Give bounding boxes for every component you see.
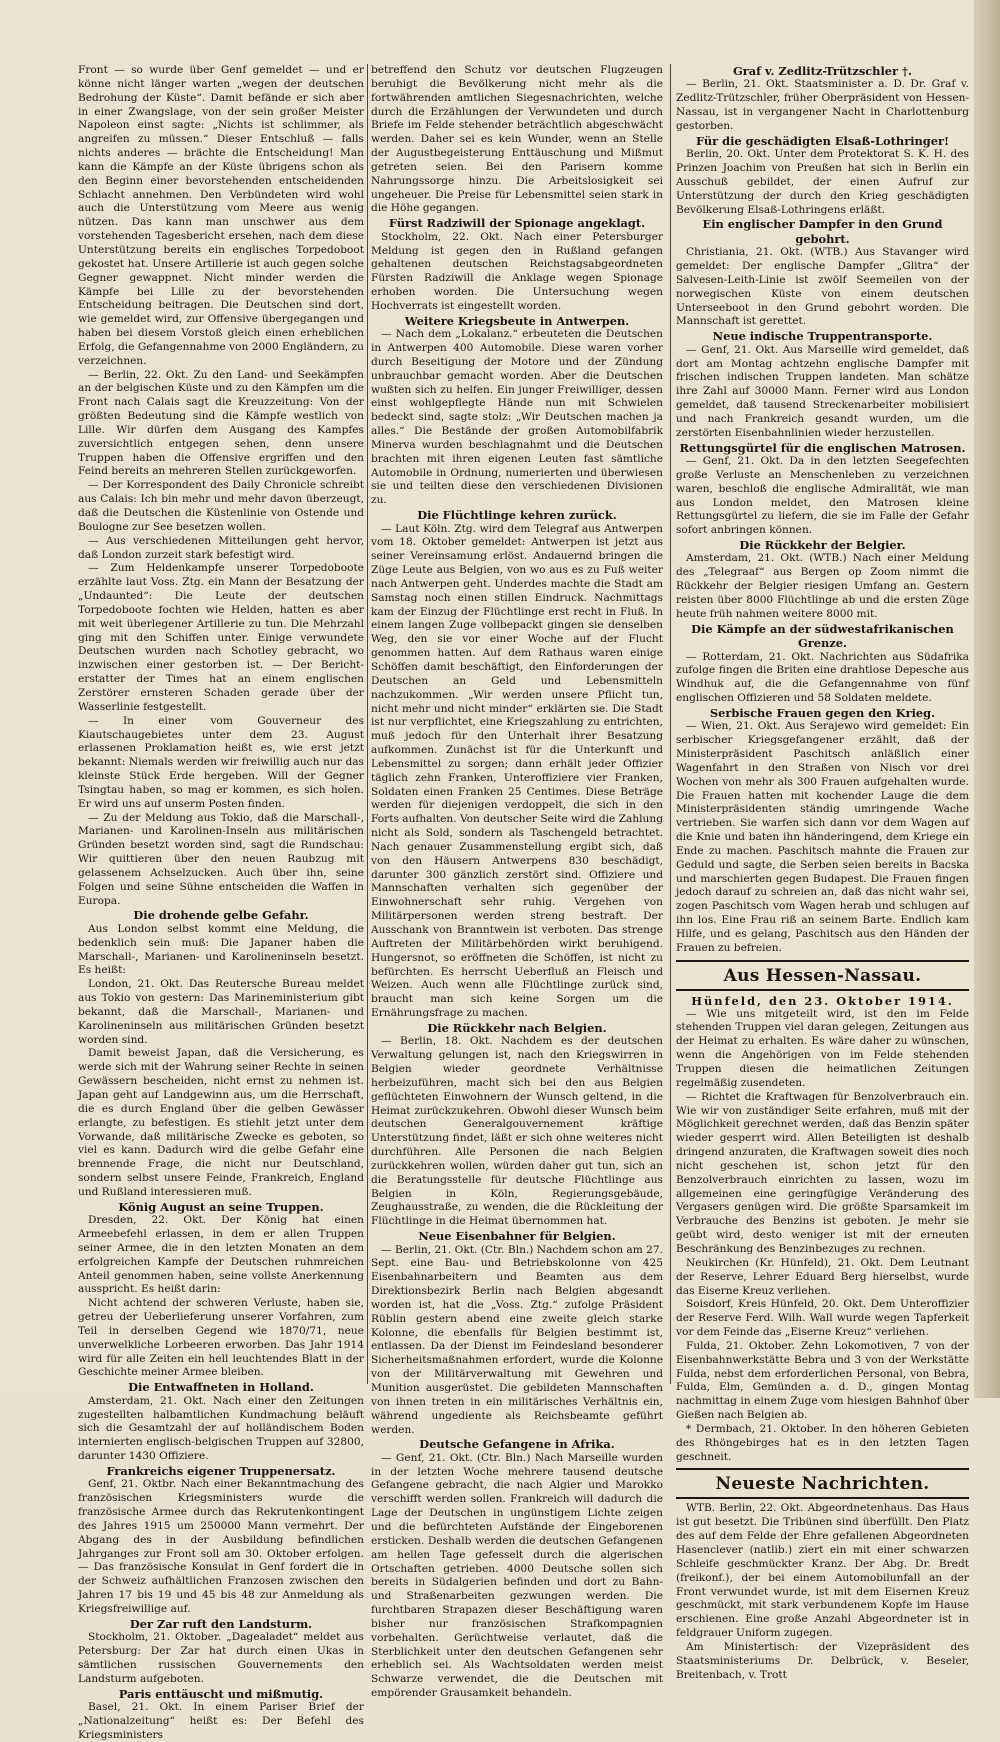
article-paragraph: — Zum Heldenkampfe unserer Torpedoboote erzählte laut Voss. Ztg. ein Mann der Besatzung der „Undaunted“: Die Leute der deutschen Torpedoboote fochten wie Helden, hatten es aber mit weit überlegener Artillerie zu tun. Die Mehrzahl ging mit den Schiffen unter. Einige verwundete Deutschen wurden nach Schotley gebracht, wo inzwischen einer gestorben ist. — Der Bericht-erstatter der Times hat an einem englischen Zerstörer ernsteren Schaden gerade über der Wasserlinie festgestellt. <box>78 562 364 713</box>
headline-gelbe-gefahr: Die drohende gelbe Gefahr. <box>133 908 309 923</box>
article-paragraph: — Wien, 21. Okt. Aus Serajewo wird gemeldet: Ein serbischer Kriegsgefangener erzählt, daß der Ministerpräsident Paschitsch anläßlich einer Wagenfahrt in den Straßen von Nisch vor drei Wochen von mehr als 300 Frauen aufgehalten wurde. Die Frauen hatten mit kochender Lauge die dem Ministerpräsidenten ständig umringende Wache vertrieben. Sie warfen sich dann vor dem Wagen auf die Knie und baten ihn händeringend, dem Kriege ein Ende zu machen. Paschitsch mahnte die Frauen zur Geduld und sagte, die Serben seien bereits in Bacska und marschierten gegen Budapest. Die Frauen fingen jedoch darauf zu schreien an, daß das nicht wahr sei, zogen Paschitsch vom Wagen herab und schlugen auf ihn los. Eine Frau riß an seinem Barte. Endlich kam Hilfe, und es gelang, Paschitsch aus den Händen der Frauen zu befreien. <box>676 720 969 954</box>
article-paragraph: Front — so wurde über Genf gemeldet — und er könne nicht länger warten „wegen der deutschen Bedrohung der Küste“. Damit befände er sich aber in einer Zwangslage, von der sein großer Meister Napoleon einst sagte: „Nichts ist schlimmer, als angreifen zu müssen.“ Dieser Entschluß — falls nichts anderes — brächte die Entscheidung! Man kann die Kämpfe an der Küste übrigens schon als den Beginn einer bevorstehenden entscheidenden Schlacht annehmen. Den Verbündeten wird wohl auch die Unterstützung vom Meere aus wenig nützen. Das kann man unschwer aus dem vorstehenden Tagesbericht ersehen, nach dem diese Unterstützung bereits ein englisches Torpedoboot gekostet hat. Unsere Artillerie ist auch gegen solche Gegner gewappnet. Nicht minder werden die Kämpfe bei Lille zu der bevorstehenden Entscheidung beitragen. Die Deutschen sind dort, wie gemeldet wird, zur Offensive übergegangen und haben bei diesem Vorstoß gleich einen erheblichen Erfolg, die Gefangennahme von 2000 Engländern, zu verzeichnen. <box>78 64 364 367</box>
article-paragraph: betreffend den Schutz vor deutschen Flugzeugen beruhigt die Bevölkerung nicht mehr als die fortwährenden amtlichen Siegesnachrichten, welche durch die Erzählungen der Verwundeten und durch Briefe im Felde stehender beträchtlich abgeschwächt werden. Daher sei es kein Wunder, wenn an Stelle der Augustbegeisterung Enttäuschung und Mißmut getreten seien. Bei den Parisern komme Nahrungssorge hinzu. Die Arbeitslosigkeit sei ungeheuer. Die Preise für Lebensmittel seien stark in die Höhe gegangen. <box>371 64 663 215</box>
headline-truppenersatz: Frankreichs eigener Truppenersatz. <box>106 1463 336 1478</box>
headline-fluechtlinge: Die Flüchtlinge kehren zurück. <box>417 508 617 523</box>
article-paragraph: Basel, 21. Okt. In einem Pariser Brief der „Nationalzeitung“ heißt es: Der Befehl des Kriegsministers <box>78 1700 364 1741</box>
article-paragraph: Am Ministertisch: der Vizepräsident des Staatsministeriums Dr. Delbrück, v. Beseler, Breitenbach, v. Trott <box>676 1640 969 1681</box>
headline-gefangene-afrika: Deutsche Gefangene in Afrika. <box>419 1437 615 1452</box>
section-title: Aus Hessen-Nassau. <box>723 965 922 986</box>
column-2 <box>371 64 663 1700</box>
article-paragraph: Neukirchen (Kr. Hünfeld), 21. Okt. Dem Leutnant der Reserve, Lehrer Eduard Berg hierselbst, wurde das Eiserne Kreuz verliehen. <box>676 1256 969 1297</box>
article-paragraph: Christiania, 21. Okt. (WTB.) Aus Stavanger wird gemeldet: Der englische Dampfer „Glitra“ der Salvesen-Leith-Linie ist zwölf Seemeilen von der norwegischen Küste von einem deutschen Unterseeboot in den Grund gebohrt worden. Die Mannschaft ist gerettet. <box>676 246 969 328</box>
headline-holland: Die Entwaffneten in Holland. <box>128 1380 314 1395</box>
article-paragraph: — In einer vom Gouverneur des Kiautschaugebietes unter dem 23. August erlassenen Proklamation heißt es, wie erst jetzt bekannt: Niemals werden wir freiwillig auch nur das kleinste Stück Erde hergeben. Will der Gegner Tsingtau haben, so mag er kommen, es sich holen. Er wird uns auf unserm Posten finden. <box>78 714 364 810</box>
headline-rueckkehr-belgien: Die Rückkehr nach Belgien. <box>427 1020 607 1035</box>
headline-indische-truppen: Neue indische Truppentransporte. <box>712 329 933 344</box>
article-paragraph: Stockholm, 21. Oktober. „Dagealadet“ meldet aus Petersburg: Der Zar hat durch einen Ukas in sämtlichen russischen Gouvernements den Landsturm aufgeboten. <box>78 1631 364 1685</box>
article-paragraph: Aus London selbst kommt eine Meldung, die bedenklich sein muß: Die Japaner haben die Marschall-, Marianen- und Karolineninseln besetzt. Es heißt: <box>78 922 364 977</box>
article-paragraph: Genf, 21. Oktbr. Nach einer Bekanntmachung des französischen Kriegsministers wurde die französische Armee durch das Rekrutenkontingent des Jahres 1915 um 250000 Mann vermehrt. Der Abgang des in der Ausbildung befindlichen Jahrganges zur Front soll am 30. Oktober erfolgen. — Das französische Konsulat in Genf fordert die in der Schweiz aufhältlichen Franzosen zwischen den Jahren 17 bis 19 und 45 bis 48 zur Anmeldung als Kriegsfreiwillige auf. <box>78 1478 364 1615</box>
article-paragraph: — Der Korrespondent des Daily Chronicle schreibt aus Calais: Ich bin mehr und mehr davon überzeugt, daß die Deutschen die Küstenlinie von Ostende und Boulogne zur See besetzen wollen. <box>78 479 364 533</box>
article-paragraph: — Berlin, 22. Okt. Zu den Land- und Seekämpfen an der belgischen Küste und zu den Kämpfen um die Front nach Calais sagt die Kreuzzeitung: Von der größten Bedeutung sind die Kämpfe westlich von Lille. Wir dürfen dem Ausgang des Kampfes zuversichtlich entgegen sehen, denn unsere Truppen haben die Offensive ergriffen und den Feind bereits an mehreren Stellen zurückgeworfen. <box>78 368 364 478</box>
section-title: Neueste Nachrichten. <box>715 1474 930 1495</box>
headline-zedlitz: Graf v. Zedlitz-Trützschler †. <box>733 64 912 78</box>
section-header-neueste-nachrichten <box>676 1468 969 1499</box>
article-paragraph: — Aus verschiedenen Mitteilungen geht hervor, daß London zurzeit stark befestigt wird. <box>78 534 364 561</box>
article-paragraph: — Laut Köln. Ztg. wird dem Telegraf aus Antwerpen vom 18. Oktober gemeldet: Antwerpen ist jetzt aus seiner Vereinsamung erlöst. Andauernd bringen die Züge Leute aus Belgien, von wo aus es zu Fuß weiter nach Antwerpen geht. Underdes machte die Stadt am Samstag noch einen stillen Eindruck. Nachmittags kam der Einzug der Flüchtlinge erst recht in Fluß. In einem langen Zuge vollbepackt gingen sie denselben Weg, den sie vor einer Woche auf der Flucht genommen hatten. Auf dem Rathaus waren einige Schöffen damit beschäftigt, den Einforderungen der Deutschen an Geld und Lebensmitteln nachzukommen. „Wir werden unsere Pflicht tun, nicht mehr und nicht minder“ erklärten sie. Die Stadt ist nur verpflichtet, eine Kriegszahlung zu entrichten, muß jedoch für den Unterhalt ihrer Besatzung aufkommen. Zunächst ist für die Unterkunft und Lebensmittel zu sorgen; dann erhält jeder Offizier täglich zehn Franken, Unteroffiziere vier Franken, Soldaten einen Franken 25 Centimes. Diese Beträge werden für diejenigen verdoppelt, die sich in den Forts aufhalten. Von deutscher Seite wird die Zahlung nicht als Sold, sondern als Taschengeld betrachtet. Nach genauer Zusammenstellung ergibt sich, daß von den Häusern Antwerpens 830 beschädigt, darunter 300 gänzlich zerstört sind. Offiziere und Mannschaften verhalten sich gegenüber der Einwohnerschaft sehr ruhig. Vergehen von Militärpersonen werden streng bestraft. Der Ausschank von Branntwein ist verboten. Das strenge Auftreten der Militärbehörden wirkt beruhigend. Hungersnot, so eröffneten die Schöffen, ist nicht zu befürchten. Es herrscht Ueberfluß an Fleisch und Weizen. Auch wenn alle Flüchtlinge zurück sind, braucht man sich keine Sorgen um die Ernährungsfrage zu machen. <box>371 522 663 1020</box>
article-paragraph: — Genf, 21. Okt. Da in den letzten Seegefechten große Verluste an Menschenleben zu verzeichnen waren, beschloß die englische Admiralität, wie man aus London meldet, den Matrosen kleine Rettungsgürtel zu liefern, die sie im Falle der Gefahr sofort anbringen können. <box>676 455 969 537</box>
column-rule-1 <box>367 64 368 1384</box>
article-paragraph: — Wie uns mitgeteilt wird, ist den im Felde stehenden Truppen viel daran gelegen, Zeitungen aus der Heimat zu erhalten. Es wäre daher zu wünschen, wenn die Angehörigen von im Felde stehenden Truppen diesen die heimatlichen Zeitungen regelmäßig zusendeten. <box>676 1007 969 1089</box>
article-paragraph: — Berlin, 21. Okt. Staatsminister a. D. Dr. Graf v. Zedlitz-Trützschler, früher Oberpräsident von Hessen-Nassau, ist in vergangener Nacht in Charlottenburg gestorben. <box>676 78 969 132</box>
article-paragraph: Amsterdam, 21. Okt. (WTB.) Nach einer Meldung des „Telegraaf“ aus Bergen op Zoom nimmt die Rückkehr der Belgier riesigen Umfang an. Gestern reisten über 8000 Flüchtlinge ab und die ersten Züge heute früh nahmen weitere 8000 mit. <box>676 552 969 620</box>
headline-dampfer: Ein englischer Dampfer in den Grund gebohrt. <box>702 217 943 246</box>
article-paragraph: Berlin, 20. Okt. Unter dem Protektorat S. K. H. des Prinzen Joachim von Preußen hat sich in Berlin ein Ausschuß gebildet, der einen Aufruf zur Unterstützung der durch den Krieg geschädigten Bevölkerung Elsaß-Lothringens erläßt. <box>676 148 969 216</box>
headline-radziwill: Fürst Radziwill der Spionage angeklagt. <box>388 216 646 231</box>
headline-rettungsguertel: Rettungsgürtel für die englischen Matrosen. <box>679 440 966 455</box>
page-edge <box>974 0 1000 1398</box>
article-paragraph: Fulda, 21. Oktober. Zehn Lokomotiven, 7 von der Eisenbahnwerkstätte Bebra und 3 von der Werkstätte Fulda, nebst dem erforderlichen Personal, von Bebra, Fulda, Elm, Gemünden a. d. D., gingen Montag nachmittag in einem Zuge vom hiesigen Bahnhof über Gießen nach Belgien ab. <box>676 1339 969 1422</box>
column-3 <box>676 64 969 1681</box>
headline-koenig-august: König August an seine Truppen. <box>118 1199 324 1214</box>
article-paragraph: Damit beweist Japan, daß die Versicherung, es werde sich mit der Wahrung seiner Rechte in seinen Gewässern bescheiden, nicht ernst zu nehmen ist. Japan geht auf Landgewinn aus, um die Herrschaft, die es durch England über die gelben Gewässer erlangte, zu befestigen. Es stiehlt jetzt unter dem Vorwande, daß militärische Zwecke es geboten, so viel es kann. Dadurch wird die gelbe Gefahr eine brennende Frage, die nicht nur Deutschland, sondern selbst unsere Feinde, Frankreich, England und Rußland interessieren muß. <box>78 1047 364 1198</box>
article-paragraph: Nicht achtend der schweren Verluste, haben sie, getreu der Ueberlieferung unserer Vorfahren, zum Teil in derselben Gegend wie 1870/71, neue unverwelkliche Lorbeeren erworben. Das Jahr 1914 wird für alle Zeiten ein hell leuchtendes Blatt in der Geschichte meiner Armee bleiben. <box>78 1297 364 1379</box>
article-paragraph: — Genf, 21. Okt. (Ctr. Bln.) Nach Marseille wurden in der letzten Woche mehrere tausend deutsche Gefangene gebracht, die nach Algier und Marokko verschifft werden sollen. Frankreich will dadurch die Lage der Deutschen in ungünstigem Lichte zeigen und die befürchteten Aufstände der Eingeborenen ersticken. Deshalb werden die deutschen Gefangenen am hellen Tage gefesselt durch die algerischen Ortschaften getrieben. 4000 Deutsche sollen sich bereits in Südalgerien befinden und dort zu Bahn- und Straßenarbeiten gezwungen werden. Die furchtbaren Strapazen dieser Beschäftigung waren bisher nur französischen Strafkompagnien vorbehalten. Gerüchtweise verlautet, daß die Sterblichkeit unter den deutschen Gefangenen sehr erheblich sei. Als Wachtsoldaten werden meist Schwarze verwendet, die die Deutschen mit empörender Grausamkeit behandeln. <box>371 1451 663 1700</box>
headline-kriegsbeute: Weitere Kriegsbeute in Antwerpen. <box>404 313 630 328</box>
article-paragraph: Soisdorf, Kreis Hünfeld, 20. Okt. Dem Unteroffizier der Reserve Ferd. Wilh. Wall wurde wegen Tapferkeit vor dem Feinde das „Eiserne Kreuz“ verliehen. <box>676 1298 969 1339</box>
article-paragraph: — Berlin, 18. Okt. Nachdem es der deutschen Verwaltung gelungen ist, nach den Kriegswirren in Belgien wieder geordnete Verhältnisse herbeizuführen, macht sich bei den aus Belgien geflüchteten Einwohnern der Wunsch geltend, in die Heimat zurückzukehren. Obwohl dieser Wunsch beim deutschen Generalgouvernement kräftige Unterstützung findet, läßt er sich ohne weiteres nicht durchführen. Alle Personen die nach Belgien zurückkehren wollen, würden daher gut tun, sich an die Beratungsstelle für deutsche Flüchtlinge aus Belgien in Köln, Regierungsgebäude, Zeughausstraße, zu wenden, die die Rückleitung der Flüchtlinge in die Heimat übernommen hat. <box>371 1035 663 1228</box>
article-paragraph: Stockholm, 22. Okt. Nach einer Petersburger Meldung ist gegen den in Rußland gefangen gehaltenen deutschen Reichstagsabgeordneten Fürsten Radziwill die Anklage wegen Spionage erhoben worden. Die Untersuchung wegen Hochverrats ist eingestellt worden. <box>371 230 663 312</box>
headline-eisenbahner: Neue Eisenbahner für Belgien. <box>418 1229 616 1244</box>
headline-serbische-frauen: Serbische Frauen gegen den Krieg. <box>709 705 936 720</box>
article-paragraph: — Genf, 21. Okt. Aus Marseille wird gemeldet, daß dort am Montag achtzehn englische Dampfer mit frischen indischen Truppen landeten. Man schätze ihre Zahl auf 30000 Mann. Ferner wird aus London gemeldet, daß tausend Streckenarbeiter mobilisiert und nach Frankreich gesandt wurden, um die zerstörten Eisenbahnlinien wieder herzustellen. <box>676 343 969 439</box>
column-rule-2 <box>670 64 671 1384</box>
article-paragraph: * Dermbach, 21. Oktober. In den höheren Gebieten des Rhöngebirges hat es in den letzten Tagen geschneit. <box>676 1422 969 1463</box>
article-paragraph: London, 21. Okt. Das Reutersche Bureau meldet aus Tokio von gestern: Das Marineministerium gibt bekannt, daß die Marschall-, Marianen- und Karolineninseln aus militärischen Gründen besetzt worden sind. <box>78 978 364 1046</box>
article-paragraph: WTB. Berlin, 22. Okt. Abgeordnetenhaus. Das Haus ist gut besetzt. Die Tribünen sind überfüllt. Den Platz des auf dem Felde der Ehre gefallenen Abgeordneten Hasenclever (natlib.) ziert ein mit einer schwarzen Schleife geschmückter Kranz. Der Abg. Dr. Bredt (freikonf.), der bei einem Automobilunfall an der Front verwundet wurde, ist mit dem Eisernen Kreuz geschmückt, mit stark verbundenem Kopfe im Hause erschienen. Eine große Anzahl Abgeordneter ist in feldgrauer Uniform zugegen. <box>676 1502 969 1640</box>
headline-rueckkehr-belgier: Die Rückkehr der Belgier. <box>739 538 906 553</box>
section-dateline: Hünfeld, den 23. Oktober 1914. <box>691 993 954 1008</box>
article-paragraph: — Zu der Meldung aus Tokio, daß die Marschall-, Marianen- und Karolinen-Inseln aus militärischen Gründen besetzt worden sind, sagt die Rundschau: Wir quittieren über den neuen Raubzug mit gelassenem Achselzucken. Auch über ihn, seine Folgen und seine Sühne entscheiden die Waffen in Europa. <box>78 811 364 907</box>
section-header-hessen-nassau <box>676 960 969 991</box>
headline-landsturm: Der Zar ruft den Landsturm. <box>129 1616 313 1631</box>
headline-paris: Paris enttäuscht und mißmutig. <box>118 1686 324 1701</box>
article-paragraph: — Nach dem „Lokalanz.“ erbeuteten die Deutschen in Antwerpen 400 Automobile. Diese waren vorher durch Beseitigung der Motore und der Zündung unbrauchbar gemacht worden. Aber die Deutschen wußten sich zu helfen. Ein junger Freiwilliger, dessen einst wohlgepflegte Hände nun mit Schwielen bedeckt sind, sagte stolz: „Wir Deutschen machen ja alles.“ Die Bestände der großen Automobilfabrik Minerva wurden beschlagnahmt und die Deutschen brachten mit ihren eigenen Leuten fast sämtliche Automobile in Ordnung, numerierten und überwiesen sie und teilten diese den verschiedenen Divisionen zu. <box>371 328 663 507</box>
headline-suedwestafrika: Die Kämpfe an der südwestafrikanischen Grenze. <box>691 621 954 651</box>
headline-elsass-lothringer: Für die geschädigten Elsaß-Lothringer! <box>695 133 950 148</box>
article-paragraph: — Berlin, 21. Okt. (Ctr. Bln.) Nachdem schon am 27. Sept. eine Bau- und Betriebskolonne von 425 Eisenbahnarbeitern und Beamten aus dem Direktionsbezirk Berlin nach Belgien abgesandt worden ist, hat die „Voss. Ztg.“ zufolge Präsident Rüblin gestern abend eine zweite gleich starke Kolonne, die ebenfalls für Belgien bestimmt ist, entlassen. Da der Dienst im Feindesland besonderer Sicherheitsmaßnahmen erfordert, wurde die Kolonne von der Militärverwaltung mit Gewehren und Munition ausgerüstet. Die gebildeten Mannschaften von ihnen treten in ein militärisches Verhältnis ein, während ungediente als Reichsbeamte geführt werden. <box>371 1243 663 1436</box>
article-paragraph: Amsterdam, 21. Okt. Nach einer den Zeitungen zugestellten halbamtlichen Kundmachung beläuft sich die Gesamtzahl der auf holländischem Boden internierten englisch-belgischen Truppen auf 32800, darunter 1430 Offiziere. <box>78 1394 364 1463</box>
article-paragraph: — Richtet die Kraftwagen für Benzolverbrauch ein. Wie wir von zuständiger Seite erfahren, muß mit der Möglichkeit gerechnet werden, daß das Benzin später wieder gesperrt wird. Allen Beteiligten ist deshalb dringend anzuraten, die Kraftwagen soweit dies noch nicht geschehen ist, schon jetzt für den Benzolverbrauch einrichten zu lassen, wozu im allgemeinen eine geringfügige Veränderung des Vergasers genügen wird. Die größte Sparsamkeit im Verbrauche des Benzins ist geboten. Je mehr sie geübt wird, desto weniger ist mit der erneuten Beschränkung des Benzinbezuges zu rechnen. <box>676 1090 969 1255</box>
column-1 <box>78 64 364 1741</box>
article-paragraph: Dresden, 22. Okt. Der König hat einen Armeebefehl erlassen, in dem er allen Truppen seiner Armee, die in den letzten Monaten an dem erfolgreichen Kampfe der Deutschen ruhmreichen Anteil genommen haben, seine vollste Anerkennung ausspricht. Es heißt darin: <box>78 1214 364 1296</box>
article-paragraph: — Rotterdam, 21. Okt. Nachrichten aus Südafrika zufolge fingen die Briten eine drahtlose Depesche aus Windhuk auf, die die Gefangennahme von fünf englischen Offizieren und 58 Soldaten meldete. <box>676 650 969 705</box>
